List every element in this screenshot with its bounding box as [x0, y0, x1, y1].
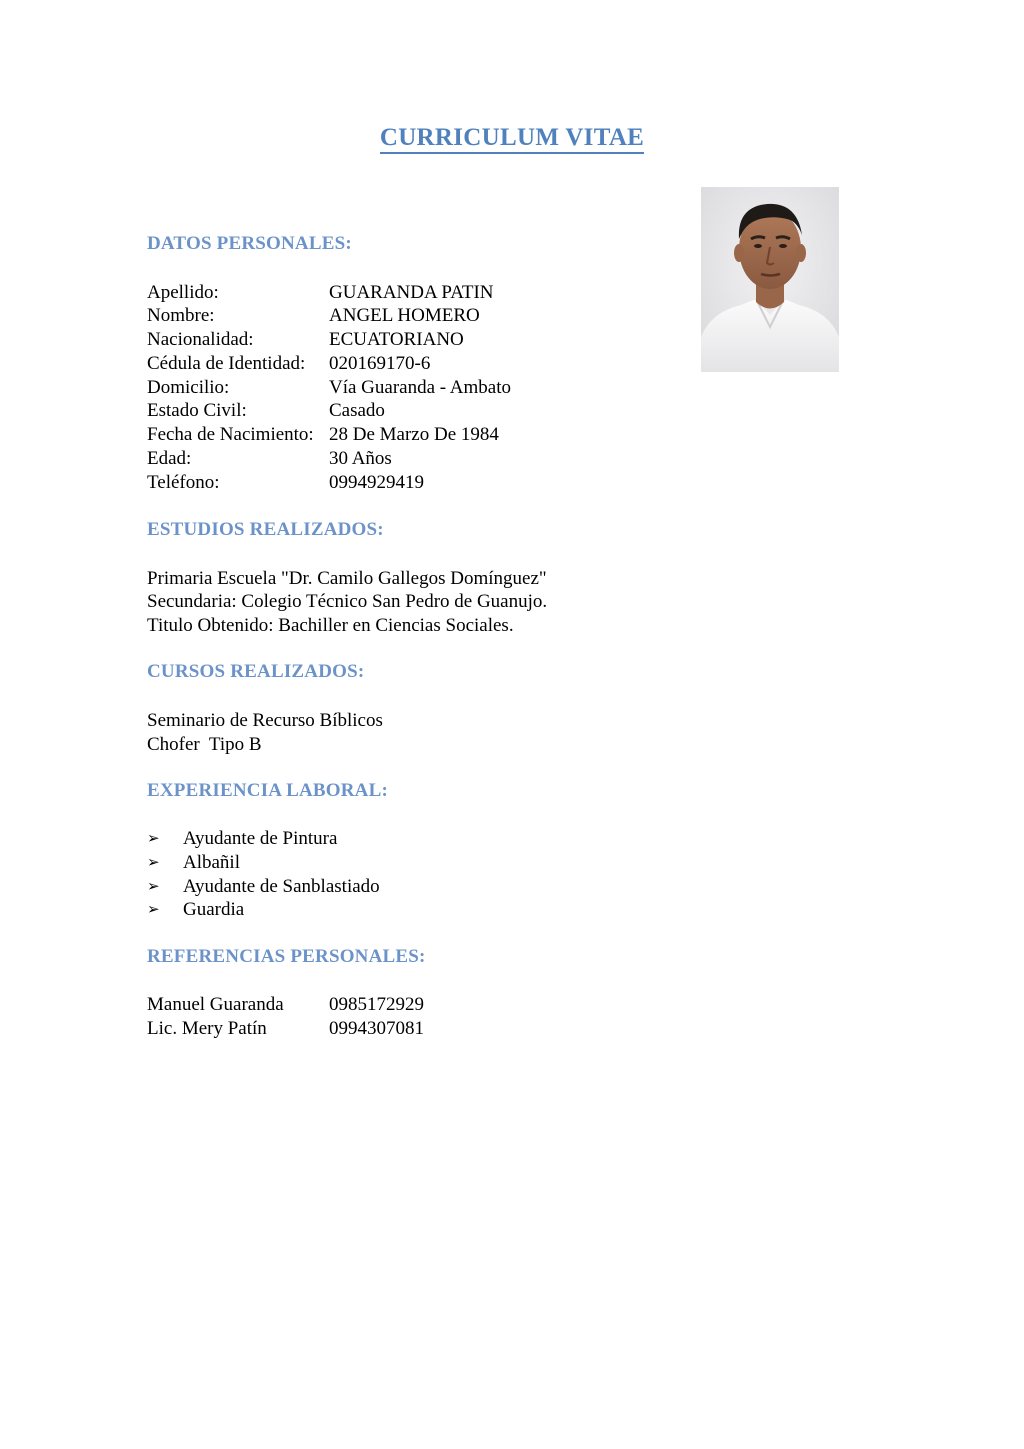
field-value: 30 Años [329, 448, 392, 469]
field-label: Edad: [147, 448, 192, 469]
field-value: 0994929419 [329, 472, 424, 493]
field-label: Fecha de Nacimiento: [147, 424, 314, 445]
list-item [147, 898, 244, 921]
field-value: 28 De Marzo De 1984 [329, 424, 499, 445]
section-heading-estudios: ESTUDIOS REALIZADOS: [147, 519, 384, 540]
estudio-line: Titulo Obtenido: Bachiller en Ciencias Sociales. [147, 615, 514, 636]
field-label: Cédula de Identidad: [147, 353, 306, 374]
reference-phone: 0985172929 [329, 994, 424, 1015]
field-fecha-nacimiento [147, 423, 499, 446]
field-domicilio [147, 376, 511, 399]
estudio-line: Secundaria: Colegio Técnico San Pedro de Guanujo. [147, 591, 548, 612]
field-estado-civil [147, 399, 385, 422]
arrow-bullet-icon: ➢ [147, 829, 160, 847]
section-heading-datos-personales: DATOS PERSONALES: [147, 233, 352, 254]
list-item-text: Ayudante de Sanblastiado [183, 876, 380, 897]
curso-line: Seminario de Recurso Bíblicos [147, 710, 383, 731]
reference-phone: 0994307081 [329, 1018, 424, 1039]
field-label: Nacionalidad: [147, 329, 254, 350]
curso-line: Chofer Tipo B [147, 734, 262, 755]
reference-name: Lic. Mery Patín [147, 1018, 267, 1039]
reference-row [147, 1017, 424, 1040]
list-item [147, 851, 240, 874]
estudio-line: Primaria Escuela "Dr. Camilo Gallegos Domínguez" [147, 568, 547, 589]
field-edad [147, 447, 392, 470]
field-value: 020169170-6 [329, 353, 431, 374]
field-label: Apellido: [147, 282, 219, 303]
arrow-bullet-icon: ➢ [147, 900, 160, 918]
field-value: Casado [329, 400, 385, 421]
field-value: ANGEL HOMERO [329, 305, 480, 326]
field-cedula [147, 352, 430, 375]
field-value: GUARANDA PATIN [329, 282, 494, 303]
list-item [147, 875, 380, 898]
field-apellido [147, 281, 494, 304]
page-title: CURRICULUM VITAE [0, 124, 1024, 152]
field-label: Domicilio: [147, 377, 230, 398]
field-telefono [147, 471, 424, 494]
field-nacionalidad [147, 328, 464, 351]
arrow-bullet-icon: ➢ [147, 853, 160, 871]
reference-name: Manuel Guaranda [147, 994, 284, 1015]
field-value: ECUATORIANO [329, 329, 464, 350]
list-item [147, 827, 337, 850]
section-heading-referencias: REFERENCIAS PERSONALES: [147, 946, 426, 967]
list-item-text: Ayudante de Pintura [183, 828, 338, 849]
list-item-text: Guardia [183, 899, 245, 920]
field-nombre [147, 304, 480, 327]
arrow-bullet-icon: ➢ [147, 877, 160, 895]
person-photo-icon [701, 187, 839, 372]
section-heading-cursos: CURSOS REALIZADOS: [147, 661, 365, 682]
list-item-text: Albañil [183, 852, 240, 873]
field-label: Teléfono: [147, 472, 220, 493]
field-label: Nombre: [147, 305, 215, 326]
section-heading-experiencia: EXPERIENCIA LABORAL: [147, 780, 389, 801]
field-value: Vía Guaranda - Ambato [329, 377, 512, 398]
field-label: Estado Civil: [147, 400, 247, 421]
reference-row [147, 993, 424, 1016]
profile-photo [701, 187, 839, 372]
